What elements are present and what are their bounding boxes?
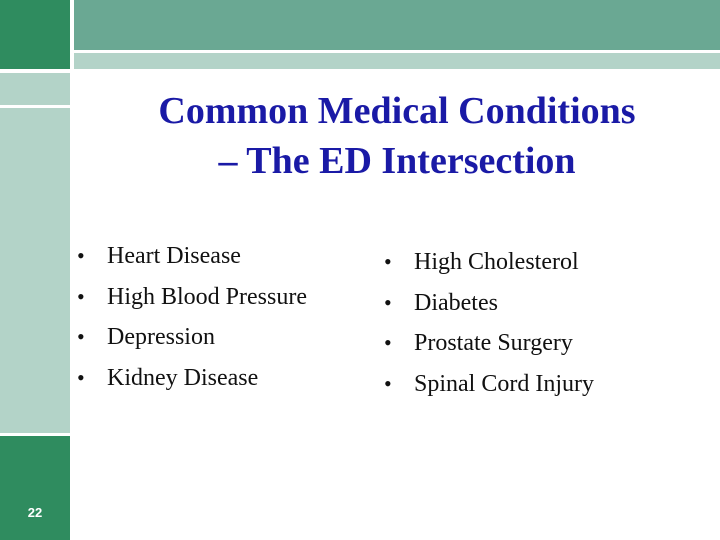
list-item-text: Depression	[107, 324, 215, 350]
list-item	[77, 236, 307, 277]
title-line-1: Common Medical Conditions	[158, 90, 636, 132]
bullet-list-right	[384, 242, 594, 404]
list-item	[384, 283, 594, 324]
frame-top-light-band	[74, 53, 720, 69]
bullet-icon: •	[384, 249, 392, 274]
list-item-text: High Blood Pressure	[107, 283, 307, 310]
frame-left-light-block	[0, 73, 70, 105]
list-item	[77, 317, 307, 358]
bullet-icon: •	[384, 330, 392, 355]
slide-title	[74, 86, 720, 186]
frame-divider	[70, 0, 74, 540]
list-item-text: Spinal Cord Injury	[414, 370, 594, 397]
slide-number: 22	[27, 505, 43, 520]
list-item-text: Kidney Disease	[107, 364, 259, 391]
frame-left-light-column	[0, 108, 70, 433]
bullet-list-left	[77, 236, 307, 398]
list-item-text: Heart Disease	[107, 243, 241, 269]
list-item-text: Diabetes	[414, 289, 498, 316]
bullet-icon: •	[384, 289, 392, 315]
list-item	[384, 364, 594, 405]
frame-top-left-block	[0, 0, 70, 69]
frame-top-band	[74, 0, 720, 50]
bullet-icon: •	[77, 364, 85, 390]
list-item-text: Prostate Surgery	[414, 330, 573, 356]
bullet-icon: •	[77, 243, 85, 268]
list-item	[77, 358, 307, 399]
bullet-icon: •	[384, 370, 392, 396]
list-item-text: High Cholesterol	[414, 249, 579, 275]
bullet-icon: •	[77, 283, 85, 309]
frame-bottom-left-block	[0, 436, 70, 540]
list-item	[384, 242, 594, 283]
bullet-icon: •	[77, 324, 85, 349]
list-item	[77, 277, 307, 318]
title-line-2: – The ED Intersection	[218, 140, 576, 182]
list-item	[384, 323, 594, 364]
